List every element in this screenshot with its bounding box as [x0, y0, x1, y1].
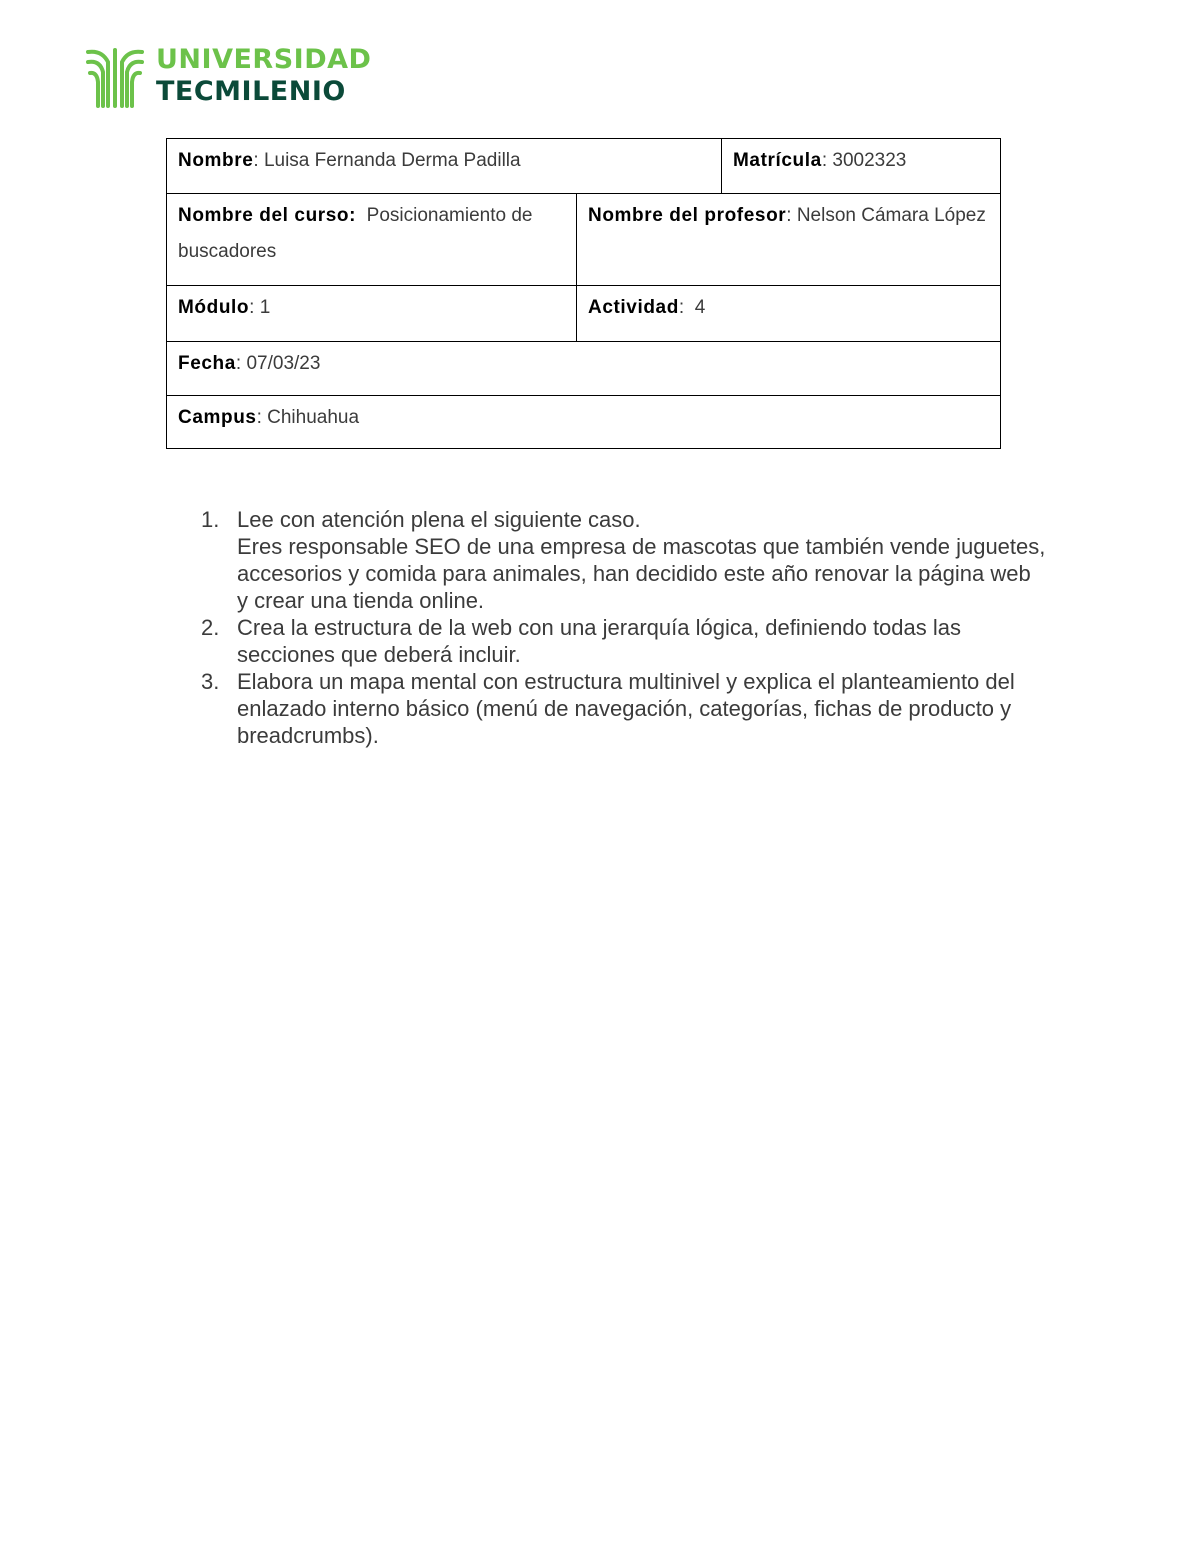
info-row-name	[167, 139, 1000, 193]
profesor-value: Nelson Cámara López	[796, 205, 986, 226]
info-row-campus	[167, 395, 1000, 448]
instruction-text: Lee con atención plena el siguiente caso.	[237, 507, 641, 532]
matricula-cell: Matrícula: 3002323	[721, 139, 1000, 193]
instruction-number: 2.	[201, 615, 220, 640]
instruction-case-text: Eres responsable SEO de una empresa de mascotas que también vende juguetes, accesorios y comida para animales, han decidido este año renovar la página web y crear una tienda online.	[237, 534, 1046, 613]
instruction-number: 1.	[201, 507, 220, 532]
university-logo	[86, 44, 386, 110]
tecmilenio-leaf-logo-icon	[86, 46, 144, 108]
actividad-value: 4	[694, 297, 706, 318]
instruction-item	[196, 614, 1046, 668]
fecha-cell: Fecha: 07/03/23	[178, 353, 321, 374]
curso-cell	[167, 194, 576, 285]
matricula-value: 3002323	[832, 150, 907, 171]
actividad-label: Actividad	[588, 297, 679, 318]
nombre-cell: Nombre: Luisa Fernanda Derma Padilla	[178, 150, 521, 171]
instruction-number: 3.	[201, 669, 220, 694]
instruction-item	[196, 506, 1046, 614]
curso-label: Nombre del curso:	[178, 205, 357, 226]
student-info-table	[166, 138, 1001, 449]
logo-line-tecmilenio: TECMILENIO	[156, 76, 346, 107]
profesor-cell: Nombre del profesor: Nelson Cámara López	[576, 194, 1000, 285]
campus-value: Chihuahua	[267, 407, 360, 428]
campus-cell: Campus: Chihuahua	[178, 407, 360, 428]
campus-label: Campus	[178, 407, 257, 428]
instruction-item	[196, 668, 1046, 749]
fecha-label: Fecha	[178, 353, 236, 374]
info-row-course	[167, 193, 1000, 285]
info-row-module	[167, 285, 1000, 341]
curso-value: Posicionamiento de buscadores	[178, 205, 533, 262]
modulo-label: Módulo	[178, 297, 250, 318]
instructions-list	[196, 506, 1046, 749]
logo-line-universidad: UNIVERSIDAD	[156, 44, 372, 75]
fecha-value: 07/03/23	[246, 353, 321, 374]
matricula-label: Matrícula	[733, 150, 822, 171]
nombre-value: Luisa Fernanda Derma Padilla	[263, 150, 521, 171]
instruction-text: Crea la estructura de la web con una jerarquía lógica, definiendo todas las secciones que deberá incluir.	[237, 615, 962, 667]
nombre-label: Nombre	[178, 150, 254, 171]
actividad-cell: Actividad: 4	[576, 286, 1000, 341]
info-row-date	[167, 341, 1000, 395]
modulo-cell: Módulo: 1	[178, 297, 271, 318]
instruction-text: Elabora un mapa mental con estructura multinivel y explica el planteamiento del enlazado interno básico (menú de navegación, categorías, fichas de producto y breadcrumbs).	[237, 669, 1015, 748]
profesor-label: Nombre del profesor	[588, 205, 787, 226]
modulo-value: 1	[259, 297, 271, 318]
